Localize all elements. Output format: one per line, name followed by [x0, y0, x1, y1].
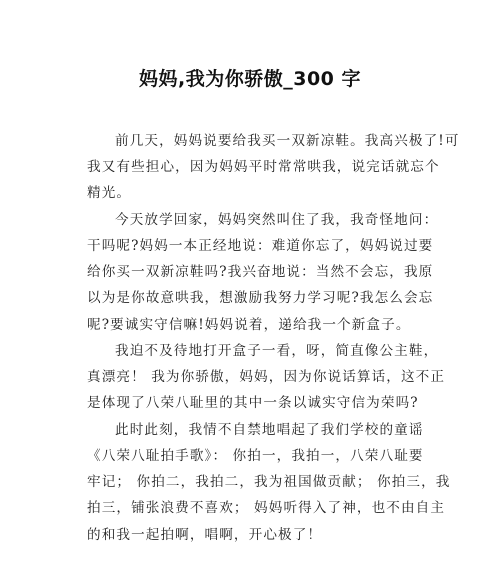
text-line: 今天放学回家，妈妈突然叫住了我，我奇怪地问： [115, 212, 439, 228]
text-line: 《八荣八耻拍手歌》： 你拍一，我拍一，八荣八耻要 [87, 448, 424, 464]
text-line: 干吗呢?妈妈一本正经地说：难道你忘了，妈妈说过要 [87, 238, 434, 254]
document-title: 妈妈,我为你骄傲_300 字 [139, 68, 361, 90]
text-line: 前几天，妈妈说要给我买一双新凉鞋。我高兴极了!可 [115, 133, 460, 149]
text-line: 我又有些担心，因为妈妈平时常常哄我，说完话就忘个 [87, 159, 440, 175]
text-line: 精光。 [87, 185, 132, 201]
text-line: 牢记； 你拍二，我拍二，我为祖国做贡献； 你拍三，我 [87, 474, 451, 490]
text-line: 此时此刻，我情不自禁地唱起了我们学校的童谣 [115, 422, 424, 438]
text-line: 的和我一起拍啊，唱啊，开心极了！ [87, 527, 323, 543]
text-line: 拍三，铺张浪费不喜欢； 妈妈听得入了神，也不由自主 [87, 500, 446, 516]
text-line: 给你买一双新凉鞋吗?我兴奋地说：当然不会忘，我原 [87, 264, 434, 280]
text-line: 我迫不及待地打开盒子一看，呀，简直像公主鞋， [115, 343, 439, 359]
text-line: 以为是你故意哄我，想激励我努力学习呢?我怎么会忘 [87, 290, 434, 306]
text-line: 是体现了八荣八耻里的其中一条以诚实守信为荣吗? [87, 395, 419, 411]
text-line: 呢?要诚实守信嘛!妈妈说着，递给我一个新盒子。 [87, 317, 411, 333]
text-line: 真漂亮！ 我为你骄傲，妈妈，因为你说话算话，这不正 [87, 369, 446, 385]
